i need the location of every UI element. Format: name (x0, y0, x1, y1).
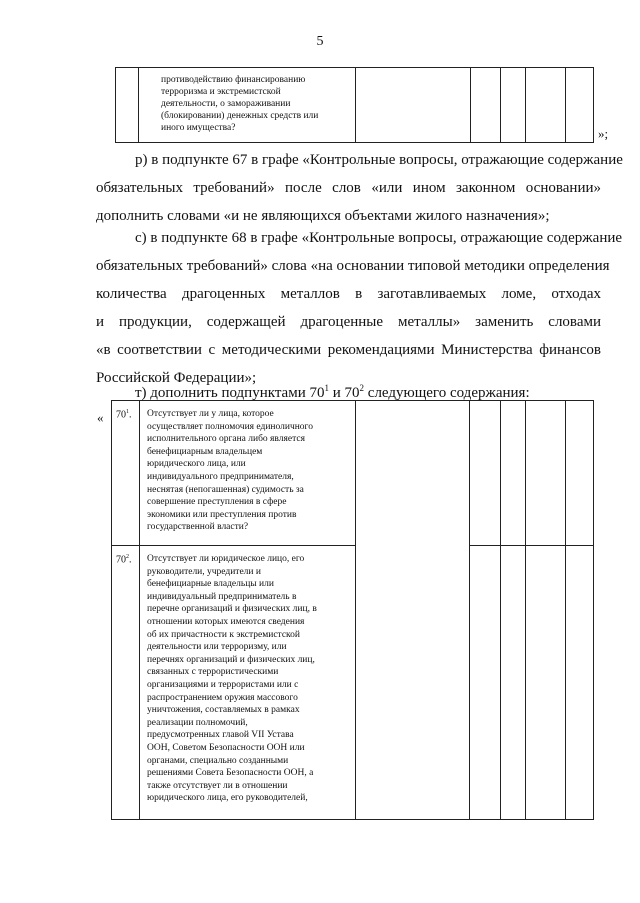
text-line: ООН, Советом Безопасности ООН или (147, 742, 305, 753)
text-line: противодействию финансированию (161, 75, 306, 85)
table-cell (470, 546, 501, 820)
text-line: Отсутствует ли у лица, которое (147, 409, 274, 419)
table-cell (470, 401, 501, 546)
text-line: совершение преступления в сфере (147, 497, 287, 508)
paragraph-t: т) дополнить подпунктами $70^1$ и $70^2$ следующего содержания: (135, 383, 530, 401)
row-number: $70^2$. (112, 546, 140, 820)
paragraph-line: с) в подпункте 68 в графе «Контрольные вопросы, отражающие содержание (135, 230, 623, 246)
text-line: перечнях организаций и физических лиц, (147, 654, 315, 665)
text-line: бенефициарным владельцем (147, 446, 263, 457)
paragraph-line: обязательных требований» слова «на основании типовой методики определения (96, 258, 610, 274)
paragraph-line: обязательных требований» после слов «или ином законном основании» (96, 180, 601, 196)
paragraph-line: количества драгоценных металлов в заготавливаемых ломе, отходах (96, 286, 601, 302)
paragraph-line: «в соответствии с методическими рекомендациями Министерства финансов (96, 342, 601, 358)
text-line: индивидуальный предприниматель в (147, 591, 297, 602)
table-cell (356, 401, 470, 820)
table-cell (526, 401, 566, 546)
paragraph-line: Российской Федерации»; (96, 370, 257, 386)
text-line: неснятая (непогашенная) судимость за (147, 484, 304, 495)
text-line: организациями и террористами или с (147, 679, 299, 690)
row-number: $70^1$. (112, 401, 140, 546)
paragraph-s (96, 224, 623, 392)
table-cell (501, 401, 526, 546)
paragraph-r (96, 146, 623, 230)
text-line: юридического лица, или (147, 459, 246, 470)
table-row (112, 546, 594, 820)
text-line: (блокировании) денежных средств или (161, 111, 319, 121)
opening-quote-mark: « (97, 410, 104, 425)
text-line: предусмотренных главой VII Устава (147, 730, 294, 741)
text-line: органами, специально созданными (147, 755, 289, 766)
table-cell (526, 546, 566, 820)
text-line: деятельности или терроризму, или (147, 642, 287, 653)
table-row (112, 401, 594, 546)
text-line: распространением оружия массового (147, 692, 298, 703)
top-table-question-cell (139, 68, 356, 143)
table-cell (356, 68, 471, 143)
table-cell (566, 546, 594, 820)
text-line: реализации полномочий, (147, 717, 248, 728)
text-line: решениями Совета Безопасности ООН, а (147, 768, 314, 779)
text-line: уничтожения, составляемых в рамках (147, 705, 300, 716)
text-line: руководители, учредители и (147, 566, 261, 577)
table-cell (566, 68, 594, 143)
paragraph-line: и продукции, содержащей драгоценные металлы» заменить словами (96, 314, 601, 330)
bottom-table (111, 400, 594, 820)
table-cell (566, 401, 594, 546)
closing-quote-mark: »; (598, 126, 609, 141)
text-line: отношении которых имеются сведения (147, 616, 305, 627)
top-table-number-cell (116, 68, 139, 143)
text-line: об их причастности к экстремистской (147, 629, 301, 640)
text-line: Отсутствует ли юридическое лицо, его (147, 554, 305, 564)
text-line: осуществляет полномочия единоличного (147, 421, 313, 432)
text-line: иного имущества? (161, 123, 236, 133)
text-line: также отсутствует ли в отношении (147, 780, 288, 791)
text-line: государственной власти? (147, 522, 249, 533)
table-cell (471, 68, 501, 143)
text-line: связанных с террористическими (147, 667, 279, 678)
text-line: деятельности, о замораживании (161, 99, 291, 109)
table-cell (501, 546, 526, 820)
paragraph-line: р) в подпункте 67 в графе «Контрольные вопросы, отражающие содержание (135, 152, 623, 168)
text-line: терроризма и экстремистской (161, 87, 281, 97)
question-cell (140, 546, 356, 820)
text-line: перечне организаций и физических лиц, в (147, 604, 317, 615)
text-line: экономики или преступления против (147, 509, 297, 520)
text-line: индивидуального предпринимателя, (147, 471, 294, 482)
table-cell (501, 68, 526, 143)
text-line: исполнительного органа либо является (147, 434, 305, 445)
paragraph-line: дополнить словами «и не являющихся объектами жилого назначения»; (96, 208, 550, 224)
text-line: юридического лица, его руководителей, (147, 793, 308, 804)
page-number: 5 (316, 34, 324, 49)
text-line: бенефициарные владельцы или (147, 579, 274, 590)
table-cell (526, 68, 566, 143)
top-table (115, 67, 594, 143)
question-cell (140, 401, 356, 546)
